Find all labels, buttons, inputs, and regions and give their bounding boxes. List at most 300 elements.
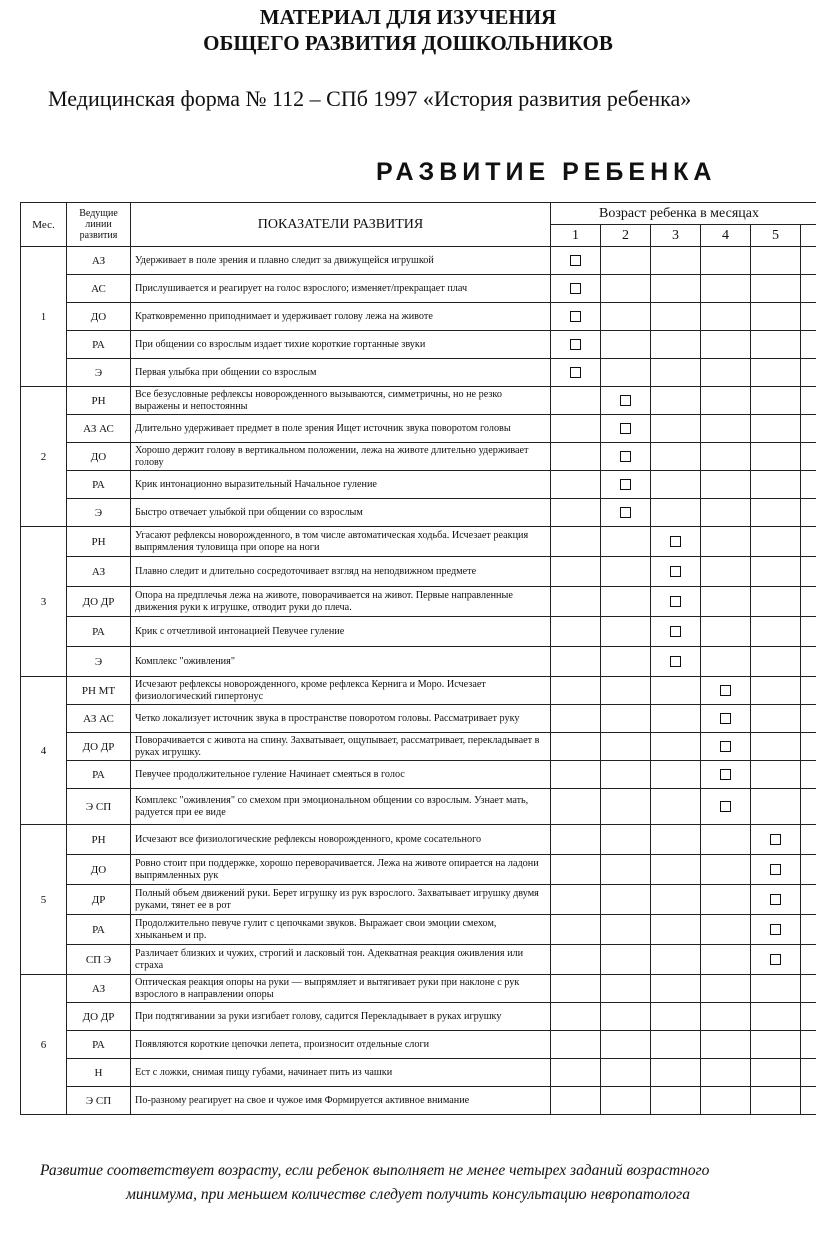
table-row [21,387,816,415]
age-cell[interactable] [651,647,701,677]
age-cell [551,1087,601,1115]
age-cell [601,825,651,855]
indicator-cell: Опора на предплечья лежа на животе, поворачивается на живот. Первые направленные движения руки к игрушке, отводит руки до плеча. [131,587,551,617]
age-cell [651,885,701,915]
age-cell [701,557,751,587]
age-cell [651,975,701,1003]
development-grid [20,202,816,1115]
age-cell[interactable] [801,1003,816,1031]
age-cell [701,443,751,471]
age-cell[interactable] [651,527,701,557]
age-cell[interactable] [651,587,701,617]
age-cell[interactable] [601,443,651,471]
age-cell [551,761,601,789]
month-cell: 4 [21,677,67,825]
age-cell [601,789,651,825]
age-cell [801,443,816,471]
line-cell: РА [67,331,131,359]
age-cell [751,557,801,587]
month-cell: 5 [21,825,67,975]
age-cell [801,359,816,387]
checkbox[interactable] [570,311,581,322]
age-col-4: 4 [701,225,751,247]
table-row [21,945,816,975]
lines-header: Ведущие линии развития [67,203,131,247]
table-row [21,915,816,945]
indicator-cell: Полный объем движений руки. Берет игрушку из рук взрослого. Захватывает игрушку двумя руками, тянет ее в рот [131,885,551,915]
indicator-cell: Крик интонационно выразительный Начальное гуление [131,471,551,499]
age-cell[interactable] [751,825,801,855]
age-cell [551,499,601,527]
age-cell [651,247,701,275]
checkbox[interactable] [620,395,631,406]
age-cell [651,825,701,855]
table-row [21,443,816,471]
age-col-2: 2 [601,225,651,247]
age-cell [651,761,701,789]
indicator-cell: При подтягивании за руки изгибает голову, садится Перекладывает в руках игрушку [131,1003,551,1031]
checkbox[interactable] [670,656,681,667]
age-cell[interactable] [551,331,601,359]
age-cell [801,499,816,527]
age-cell [751,275,801,303]
age-cell [551,1059,601,1087]
age-cell [701,617,751,647]
age-col-5: 5 [751,225,801,247]
age-cell [551,617,601,647]
line-cell: РН [67,825,131,855]
age-cell [601,359,651,387]
age-cell [601,761,651,789]
table-row [21,705,816,733]
age-cell[interactable] [801,1031,816,1059]
age-cell [551,975,601,1003]
age-cell [551,587,601,617]
checkbox[interactable] [620,479,631,490]
age-cell [601,647,651,677]
age-cell [801,705,816,733]
age-cell[interactable] [701,677,751,705]
month-cell: 6 [21,975,67,1115]
indicator-cell: Четко локализует источник звука в пространстве поворотом головы. Рассматривает руку [131,705,551,733]
age-cell [801,789,816,825]
table-row [21,1031,816,1059]
month-cell: 3 [21,527,67,677]
line-cell: Э СП [67,789,131,825]
age-cell [751,761,801,789]
age-cell [701,855,751,885]
indicator-cell: Плавно следит и длительно сосредоточивает взгляд на неподвижном предмете [131,557,551,587]
age-cell [601,617,651,647]
line-cell: АЗ АС [67,705,131,733]
age-cell [751,733,801,761]
line-cell: ДО ДР [67,733,131,761]
age-cell [601,677,651,705]
indicator-cell: При общении со взрослым издает тихие короткие гортанные звуки [131,331,551,359]
footer-line-1: Развитие соответствует возрасту, если ребенок выполняет не менее четырех заданий возрастного [40,1162,710,1179]
line-cell: РА [67,471,131,499]
age-cell [701,915,751,945]
age-cell [551,557,601,587]
checkbox[interactable] [670,626,681,637]
line-cell: РН МТ [67,677,131,705]
age-cell [701,471,751,499]
age-cell [751,359,801,387]
age-cell [651,733,701,761]
age-cell [801,647,816,677]
age-cell[interactable] [751,855,801,885]
age-cell [751,1059,801,1087]
age-cell [551,387,601,415]
age-cell [801,855,816,885]
age-cell [701,587,751,617]
age-cell [801,677,816,705]
age-cell [651,1059,701,1087]
table-row [21,415,816,443]
age-cell [651,705,701,733]
indicator-cell: Ест с ложки, снимая пищу губами, начинает пить из чашки [131,1059,551,1087]
age-cell [601,1059,651,1087]
age-cell [701,303,751,331]
age-cell[interactable] [801,975,816,1003]
age-cell[interactable] [601,387,651,415]
age-cell [801,557,816,587]
age-cell [601,915,651,945]
age-cell [601,557,651,587]
age-cell [601,1087,651,1115]
age-cell [651,915,701,945]
age-cell [601,855,651,885]
age-cell [751,1031,801,1059]
age-cell [801,945,816,975]
indicator-cell: Прислушивается и реагирует на голос взрослого; изменяет/прекращает плач [131,275,551,303]
age-cell [701,1031,751,1059]
age-cell [551,1003,601,1031]
age-cell [601,587,651,617]
checkbox[interactable] [570,283,581,294]
age-cell [751,499,801,527]
age-cell[interactable] [751,915,801,945]
table-row [21,557,816,587]
checkbox[interactable] [620,507,631,518]
age-cell [551,789,601,825]
age-cell [601,975,651,1003]
age-cell[interactable] [801,1059,816,1087]
age-cell [801,527,816,557]
age-cell [551,855,601,885]
table-row [21,359,816,387]
age-cell [751,303,801,331]
age-cell [601,885,651,915]
indicator-cell: Ровно стоит при поддержке, хорошо переворачивается. Лежа на животе опирается на ладони выпрямленных рук [131,855,551,885]
age-cell [651,945,701,975]
indicator-cell: Все безусловные рефлексы новорожденного вызываются, симметричны, но не резко выражены и непостоянны [131,387,551,415]
age-cell [751,647,801,677]
age-cell [601,733,651,761]
month-cell: 2 [21,387,67,527]
table-row [21,471,816,499]
checkbox[interactable] [670,596,681,607]
age-cell[interactable] [551,303,601,331]
indicator-cell: Угасают рефлексы новорожденного, в том числе автоматическая ходьба. Исчезает реакция выпрямления туловища при опоре на ноги [131,527,551,557]
age-cell [751,387,801,415]
age-cell [751,1087,801,1115]
line-cell: ДО [67,303,131,331]
age-col-6 [801,225,816,247]
checkbox[interactable] [720,801,731,812]
age-cell [651,1003,701,1031]
age-cell [551,471,601,499]
age-cell [701,499,751,527]
age-cell[interactable] [701,705,751,733]
age-cell [701,647,751,677]
age-cell[interactable] [551,359,601,387]
checkbox[interactable] [770,924,781,935]
age-cell [601,1031,651,1059]
age-cell [751,415,801,443]
age-cell [801,303,816,331]
age-cell [551,677,601,705]
age-cell [551,825,601,855]
indicator-cell: Появляются короткие цепочки лепета, произносит отдельные слоги [131,1031,551,1059]
subtitle: Медицинская форма № 112 – СПб 1997 «История развития ребенка» [48,86,692,111]
age-cell [751,247,801,275]
age-cell[interactable] [651,617,701,647]
line-cell: РН [67,527,131,557]
table-row [21,303,816,331]
age-cell [551,527,601,557]
age-cell [751,975,801,1003]
indicator-cell: По-разному реагирует на свое и чужое имя Формируется активное внимание [131,1087,551,1115]
checkbox[interactable] [570,255,581,266]
age-cell [551,945,601,975]
age-cell [701,1087,751,1115]
line-cell: ДО [67,855,131,885]
age-cell[interactable] [601,471,651,499]
line-cell: Э [67,359,131,387]
line-cell: РН [67,387,131,415]
indicator-cell: Крик с отчетливой интонацией Певучее гуление [131,617,551,647]
age-cell [601,1003,651,1031]
line-cell: АЗ АС [67,415,131,443]
line-cell: АЗ [67,247,131,275]
age-cell [701,945,751,975]
line-cell: РА [67,761,131,789]
checkbox[interactable] [770,954,781,965]
age-cell [651,1031,701,1059]
age-col-1: 1 [551,225,601,247]
checkbox[interactable] [720,769,731,780]
age-cell [801,915,816,945]
age-cell [601,275,651,303]
age-cell [651,443,701,471]
checkbox[interactable] [720,713,731,724]
indicator-cell: Первая улыбка при общении со взрослым [131,359,551,387]
line-cell: ДО ДР [67,1003,131,1031]
age-cell [801,387,816,415]
age-cell[interactable] [601,415,651,443]
age-cell [801,761,816,789]
age-cell [801,247,816,275]
checkbox[interactable] [720,685,731,696]
age-cell [651,471,701,499]
table-row [21,789,816,825]
checkbox[interactable] [770,894,781,905]
development-table [20,202,816,1144]
age-cell [701,331,751,359]
table-row [21,733,816,761]
age-cell [801,471,816,499]
age-cell [651,789,701,825]
line-cell: АС [67,275,131,303]
indicator-cell: Оптическая реакция опоры на руки — выпрямляет и вытягивает руки при наклоне с рук взрослого в направлении опоры [131,975,551,1003]
indicator-cell: Продолжительно певуче гулит с цепочками звуков. Выражает свои эмоции смехом, хныканьем и пр. [131,915,551,945]
checkbox[interactable] [620,451,631,462]
age-cell [701,387,751,415]
age-cell[interactable] [751,945,801,975]
checkbox[interactable] [770,864,781,875]
table-row [21,1003,816,1031]
age-cell [751,471,801,499]
line-cell: Э [67,647,131,677]
line-cell: Э [67,499,131,527]
indicator-cell: Различает близких и чужих, строгий и ласковый тон. Адекватная реакция оживления или страха [131,945,551,975]
table-row [21,247,816,275]
age-cell[interactable] [701,733,751,761]
checkbox[interactable] [570,339,581,350]
line-cell: ДО [67,443,131,471]
indicator-cell: Быстро отвечает улыбкой при общении со взрослым [131,499,551,527]
age-cell [751,527,801,557]
age-cell [701,275,751,303]
indicator-cell: Кратковременно приподнимает и удерживает голову лежа на животе [131,303,551,331]
age-cell [801,275,816,303]
age-cell [701,527,751,557]
table-row [21,275,816,303]
age-cell [601,527,651,557]
age-cell [751,331,801,359]
table-row [21,975,816,1003]
section-title: РАЗВИТИЕ РЕБЕНКА [376,158,717,186]
month-header: Мес. [21,203,67,247]
line-cell: Э СП [67,1087,131,1115]
age-cell [601,247,651,275]
age-cell [651,303,701,331]
table-row [21,617,816,647]
age-cell [651,677,701,705]
age-cell[interactable] [801,1087,816,1115]
indicator-cell: Поворачивается с живота на спину. Захватывает, ощупывает, рассматривает, перекладывает в руках игрушку. [131,733,551,761]
age-cell [601,945,651,975]
age-cell[interactable] [751,885,801,915]
line-cell: РА [67,915,131,945]
age-cell [701,415,751,443]
age-cell[interactable] [701,761,751,789]
age-cell [751,705,801,733]
age-cell[interactable] [601,499,651,527]
age-header: Возраст ребенка в месяцах [551,203,816,225]
checkbox[interactable] [670,566,681,577]
indicator-cell: Исчезают все физиологические рефлексы новорожденного, кроме сосательного [131,825,551,855]
indicator-cell: Исчезают рефлексы новорожденного, кроме рефлекса Кернига и Моро. Исчезает физиологический гипертонус [131,677,551,705]
age-cell [801,331,816,359]
age-cell [701,1059,751,1087]
title-line-2: ОБЩЕГО РАЗВИТИЯ ДОШКОЛЬНИКОВ [203,31,613,55]
age-cell [651,387,701,415]
age-cell [651,275,701,303]
age-cell [651,499,701,527]
title-line-1: МАТЕРИАЛ ДЛЯ ИЗУЧЕНИЯ [259,5,557,29]
age-cell [551,1031,601,1059]
table-row [21,825,816,855]
age-cell [601,303,651,331]
checkbox[interactable] [770,834,781,845]
table-row [21,647,816,677]
age-cell [551,733,601,761]
age-cell [751,617,801,647]
age-cell[interactable] [701,789,751,825]
age-cell [701,825,751,855]
table-row [21,855,816,885]
age-cell [701,359,751,387]
age-cell [801,733,816,761]
footer-line-2: минимума, при меньшем количестве следует получить консультацию невропатолога [126,1186,690,1203]
age-cell [551,885,601,915]
age-cell[interactable] [651,557,701,587]
age-cell[interactable] [551,247,601,275]
table-row [21,331,816,359]
age-cell [651,359,701,387]
table-row [21,499,816,527]
table-row [21,677,816,705]
age-cell [651,331,701,359]
checkbox[interactable] [620,423,631,434]
table-row [21,885,816,915]
age-cell [801,825,816,855]
age-cell [751,789,801,825]
table-row [21,1087,816,1115]
indicator-cell: Длительно удерживает предмет в поле зрения Ищет источник звука поворотом головы [131,415,551,443]
age-cell [651,415,701,443]
age-cell [751,443,801,471]
line-cell: АЗ [67,975,131,1003]
checkbox[interactable] [720,741,731,752]
age-cell [701,885,751,915]
indicator-cell: Удерживает в поле зрения и плавно следит за движущейся игрушкой [131,247,551,275]
age-cell [551,415,601,443]
line-cell: СП Э [67,945,131,975]
age-cell [651,1087,701,1115]
table-row [21,761,816,789]
age-cell [551,915,601,945]
line-cell: Н [67,1059,131,1087]
age-cell [751,677,801,705]
age-cell [801,617,816,647]
age-cell [751,1003,801,1031]
age-cell[interactable] [551,275,601,303]
age-cell [601,705,651,733]
checkbox[interactable] [570,367,581,378]
indicator-cell: Певучее продолжительное гуление Начинает смеяться в голос [131,761,551,789]
age-cell [801,587,816,617]
age-col-3: 3 [651,225,701,247]
line-cell: АЗ [67,557,131,587]
indicator-cell: Комплекс "оживления" [131,647,551,677]
line-cell: РА [67,1031,131,1059]
checkbox[interactable] [670,536,681,547]
age-cell [551,443,601,471]
age-cell [651,855,701,885]
